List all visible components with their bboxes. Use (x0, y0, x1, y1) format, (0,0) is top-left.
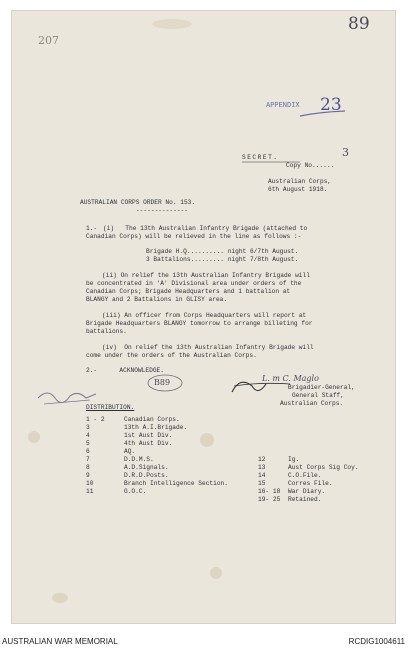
distribution-entry-name: G.O.C. (124, 488, 147, 495)
distribution-entry-number: 1 - 2 (86, 416, 105, 423)
document-date: 6th August 1918. (268, 186, 328, 193)
distribution-entry-number: 10 (86, 480, 94, 487)
distribution-entry (258, 456, 378, 463)
para-1-line: Canadian Corps) will be relieved in the line as follows :- (86, 233, 302, 240)
distribution-entry-name: 1st Aust Div. (124, 432, 173, 439)
distribution-entry (86, 464, 286, 471)
distribution-entry (258, 488, 378, 495)
distribution-entry (258, 464, 378, 471)
para-ii-line: Canadian Corps; Brigade Headquarters and 1 battalion at (86, 288, 291, 295)
distribution-entry (258, 480, 378, 487)
order-title: AUSTRALIAN CORPS ORDER No. 153. (80, 199, 196, 206)
para-1-line: (i) The 13th Australian Infantry Brigade (attached to (103, 225, 308, 232)
copy-label: Copy No...... (286, 162, 335, 169)
distribution-entry-name: 13th A.I.Brigade. (124, 424, 188, 431)
relief-row: Brigade H.Q.......... night 6/7th August. (146, 248, 299, 255)
appendix-label: APPENDIX (266, 102, 300, 110)
distribution-entry-name: C.O.File. (288, 472, 322, 479)
para-iv-line: come under the orders of the Australian Corps. (86, 352, 257, 359)
secret-heading: SECRET. (242, 154, 279, 161)
distribution-entry-name: War Diary. (288, 488, 326, 495)
page-number-annotation: 89 (348, 14, 370, 34)
para-iv-line: (iv) On relief the 13th Australian Infantry Brigade will (102, 344, 314, 351)
distribution-entry-number: 19- 25 (258, 496, 281, 503)
distribution-entry (258, 496, 378, 503)
distribution-entry-number: 6 (86, 448, 90, 455)
distribution-entry-name: D.D.M.S. (124, 456, 154, 463)
distribution-entry-number: 7 (86, 456, 90, 463)
distribution-entry-number: 16- 18 (258, 488, 281, 495)
distribution-entry-number: 4 (86, 432, 90, 439)
para-iii-line: (iii) An officer from Corps Headquarters will report at (102, 312, 307, 319)
distribution-entry-number: 3 (86, 424, 90, 431)
distribution-heading: DISTRIBUTION. (86, 404, 135, 411)
distribution-right-list (258, 456, 378, 504)
distribution-entry (86, 424, 286, 431)
appendix-number: 23 (320, 95, 342, 115)
stamp-text: B89 (154, 378, 171, 387)
signature-line: Australian Corps. (280, 400, 344, 407)
signature-line: Brigadier-General, (288, 384, 355, 391)
footer-archive-name: AUSTRALIAN WAR MEMORIAL (2, 637, 118, 646)
distribution-entry-name: D.R.D.Posts. (124, 472, 169, 479)
distribution-entry-number: 11 (86, 488, 94, 495)
signature: L. m C. Maglo (262, 374, 319, 383)
distribution-entry (258, 472, 378, 479)
distribution-entry (86, 440, 286, 447)
distribution-entry-number: 13 (258, 464, 266, 471)
distribution-entry (86, 432, 286, 439)
distribution-entry-number: 9 (86, 472, 90, 479)
distribution-entry-number: 15 (258, 480, 266, 487)
signature-line: General Staff, (292, 392, 344, 399)
distribution-entry (86, 456, 286, 463)
distribution-entry-name: Corres File. (288, 480, 333, 487)
footer-reference-id: RCDIG1004611 (348, 637, 405, 646)
distribution-entry-number: 5 (86, 440, 90, 447)
distribution-entry-name: Canadian Corps. (124, 416, 180, 423)
origin: Australian Corps, (268, 178, 332, 185)
distribution-entry-name: Branch Intelligence Section. (124, 480, 228, 487)
para-ii-line: BLANGY and 2 Battalions in GLISY area. (86, 296, 228, 303)
distribution-entry-name: Aust Corps Sig Coy. (288, 464, 359, 471)
title-rule: -------------- (136, 207, 188, 214)
distribution-entry-name: A.D.Signals. (124, 464, 169, 471)
distribution-entry-number: 12 (258, 456, 266, 463)
distribution-entry (86, 488, 286, 495)
para-ii-line: (ii) On relief the 13th Australian Infantry Brigade will (102, 272, 310, 279)
para-ii-line: be concentrated in 'A' Divisional area under orders of the (86, 280, 302, 287)
para-1-number: 1.- (86, 225, 98, 232)
distribution-entry (86, 472, 286, 479)
para-2: 2.- ACKNOWLEDGE. (86, 367, 164, 374)
distribution-entry-number: 8 (86, 464, 90, 471)
relief-row: 3 Battalions......... night 7/8th August. (146, 256, 299, 263)
distribution-entry-name: Retained. (288, 496, 322, 503)
copy-number: 3 (342, 146, 349, 159)
distribution-entry (86, 480, 286, 487)
corner-number-annotation: 207 (38, 34, 59, 47)
distribution-entry-name: Ig. (288, 456, 300, 463)
distribution-entry (86, 416, 286, 423)
distribution-entry (86, 448, 286, 455)
para-iii-line: Brigade Headquarters BLANGY tomorrow to arrange billeting for (86, 320, 313, 327)
para-iii-line: battalions. (86, 328, 127, 335)
distribution-entry-name: AQ. (124, 448, 136, 455)
distribution-entry-name: 4th Aust Div. (124, 440, 173, 447)
distribution-entry-number: 14 (258, 472, 266, 479)
